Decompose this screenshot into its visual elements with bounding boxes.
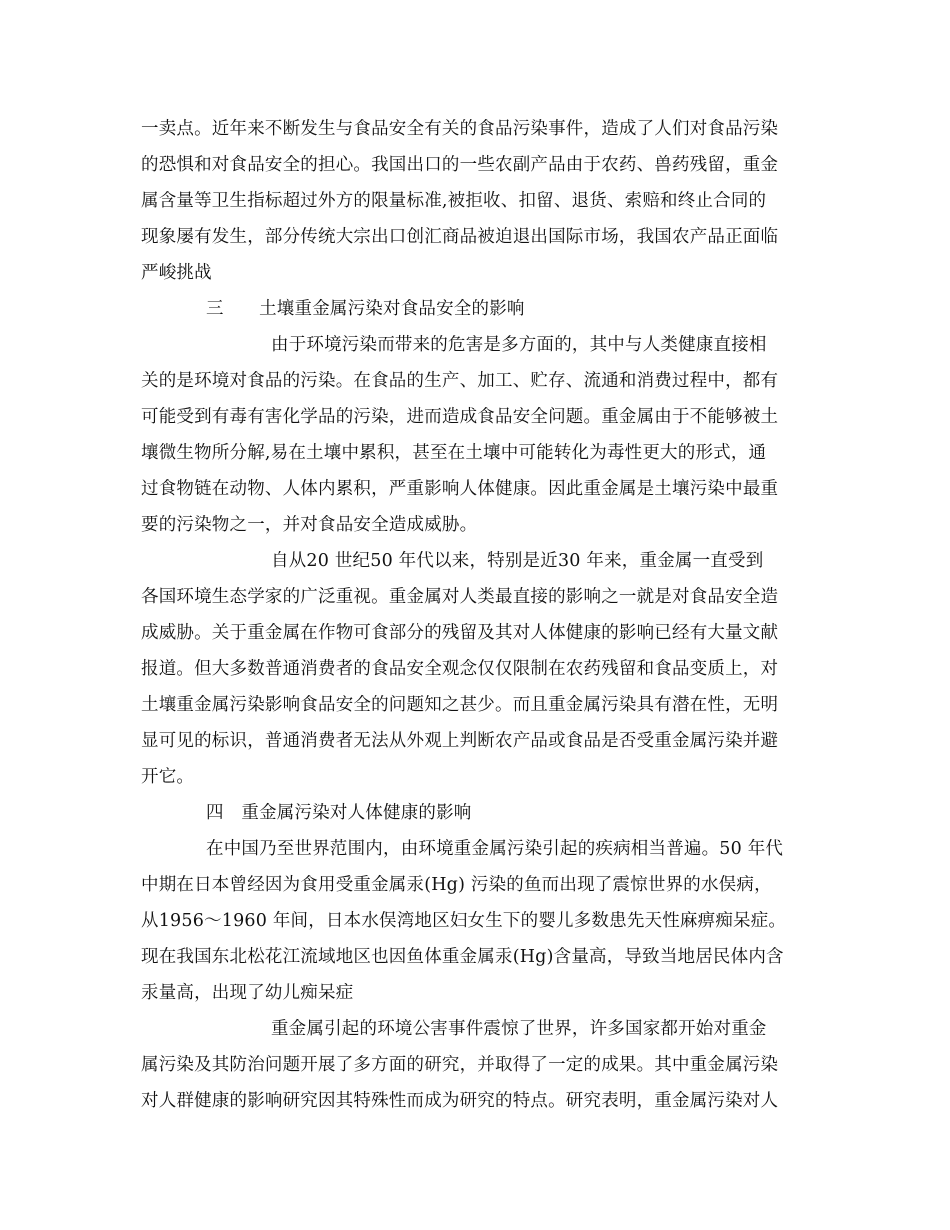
text-line: 要的污染物之一，并对食品安全造成威胁。 (141, 515, 478, 535)
text-line: 报道。但大多数普通消费者的食品安全观念仅仅限制在农药残留和食品变质上，对 (141, 659, 779, 679)
text-line: 汞量高，出现了幼儿痴呆症 (141, 983, 354, 1003)
text-line: 关的是环境对食品的污染。在食品的生产、加工、贮存、流通和消费过程中，都有 (141, 371, 779, 391)
text-line: 可能受到有毒有害化学品的污染，进而造成食品安全问题。重金属由于不能够被土 (141, 407, 779, 427)
text-line: 属污染及其防治问题开展了多方面的研究，并取得了一定的成果。其中重金属污染 (141, 1055, 779, 1075)
section-heading: 三 土壤重金属污染对食品安全的影响 (206, 299, 525, 319)
text-line: 开它。 (141, 767, 195, 787)
text-line: 土壤重金属污染影响食品安全的问题知之甚少。而且重金属污染具有潜在性，无明 (141, 695, 779, 715)
text-line: 自从20 世纪50 年代以来，特别是近30 年来，重金属一直受到 (271, 551, 764, 571)
text-line: 现象屡有发生，部分传统大宗出口创汇商品被迫退出国际市场，我国农产品正面临 (141, 227, 779, 247)
text-line: 由于环境污染而带来的危害是多方面的，其中与人类健康直接相 (271, 335, 767, 355)
text-line: 成威胁。关于重金属在作物可食部分的残留及其对人体健康的影响已经有大量文献 (141, 623, 779, 643)
text-line: 现在我国东北松花江流域地区也因鱼体重金属汞(Hg)含量高，导致当地居民体内含 (141, 947, 784, 967)
text-line: 严峻挑战 (141, 263, 212, 283)
text-line: 显可见的标识，普通消费者无法从外观上判断农产品或食品是否受重金属污染并避 (141, 731, 779, 751)
text-line: 的恐惧和对食品安全的担心。我国出口的一些农副产品由于农药、兽药残留，重金 (141, 155, 779, 175)
text-line: 各国环境生态学家的广泛重视。重金属对人类最直接的影响之一就是对食品安全造 (141, 587, 779, 607)
text-line: 对人群健康的影响研究因其特殊性而成为研究的特点。研究表明，重金属污染对人 (141, 1091, 779, 1111)
text-line: 壤微生物所分解,易在土壤中累积，甚至在土壤中可能转化为毒性更大的形式，通 (141, 443, 767, 463)
text-line: 一卖点。近年来不断发生与食品安全有关的食品污染事件，造成了人们对食品污染 (141, 119, 779, 139)
text-line: 重金属引起的环境公害事件震惊了世界，许多国家都开始对重金 (271, 1019, 767, 1039)
text-line: 中期在日本曾经因为食用受重金属汞(Hg) 污染的鱼而出现了震惊世界的水俣病， (141, 875, 772, 895)
text-line: 过食物链在动物、人体内累积，严重影响人体健康。因此重金属是土壤污染中最重 (141, 479, 779, 499)
text-line: 从1956～1960 年间，日本水俣湾地区妇女生下的婴儿多数患先天性麻痹痴呆症。 (141, 911, 787, 931)
section-heading: 四 重金属污染对人体健康的影响 (206, 803, 472, 823)
text-line: 属含量等卫生指标超过外方的限量标准,被拒收、扣留、退货、索赔和终止合同的 (141, 191, 767, 211)
text-line: 在中国乃至世界范围内，由环境重金属污染引起的疾病相当普遍。50 年代 (206, 839, 784, 859)
